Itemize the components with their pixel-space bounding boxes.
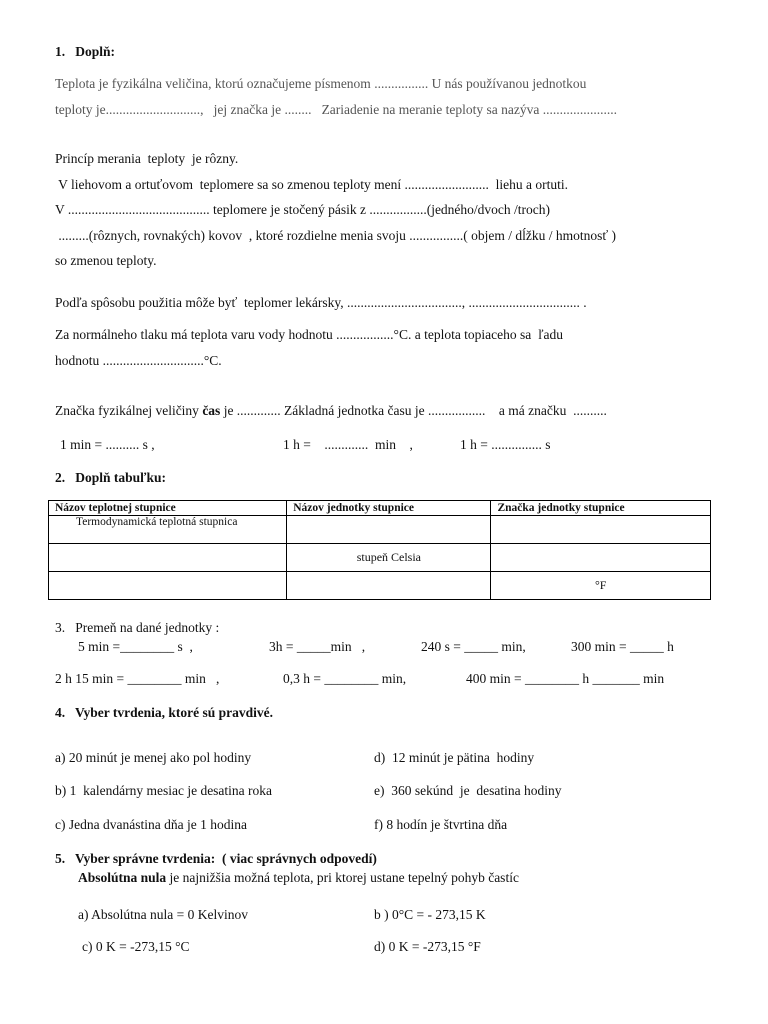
s3-item: 400 min = ________ h _______ min <box>466 671 665 686</box>
s3-item: 0,3 h = ________ min, <box>283 671 407 686</box>
s1-usage: Podľa spôsobu použitia môže byť teplomer lekársky, .................................., ................................. . <box>55 295 587 310</box>
table-cell[interactable] <box>49 572 287 600</box>
s5-option-a: a) Absolútna nula = 0 Kelvinov <box>78 907 248 922</box>
table-row <box>49 572 711 600</box>
table-cell: °F <box>491 572 711 600</box>
s4-option-e: e) 360 sekúnd je desatina hodiny <box>374 783 562 798</box>
s1-line2: teploty je............................, jej značka je ........ Zariadenie na meranie teploty sa nazýva ...................... <box>55 102 617 117</box>
table-cell: Termodynamická teplotná stupnica <box>49 516 287 544</box>
s1-min-sec: 1 min = .......... s , <box>60 437 155 452</box>
s1-metals: .........(rôznych, rovnakých) kovov , ktoré rozdielne menia svoju ................( objem / dĺžku / hmotnosť ) <box>55 228 617 243</box>
table-header-row <box>49 501 711 516</box>
section3-title: 3. Premeň na dané jednotky : <box>55 620 220 635</box>
s1-hour-sec: 1 h = ............... s <box>460 437 551 452</box>
temperature-scale-table <box>48 500 711 600</box>
s4-option-f: f) 8 hodín je štvrtina dňa <box>374 817 508 832</box>
s1-liquid-thermometer: V liehovom a ortuťovom teplomere sa so zmenou teploty mení ......................... liehu a ortuti. <box>55 177 568 192</box>
s1-time-symbol: Značka fyzikálnej veličiny čas je ............. Základná jednotka času je ................. a má značku .......... <box>55 403 607 418</box>
table-header: Názov teplotnej stupnice <box>49 501 287 516</box>
s3-item: 3h = _____min , <box>269 639 366 654</box>
s5-definition: Absolútna nula je najnižšia možná teplota, pri ktorej ustane tepelný pohyb častíc <box>78 870 519 885</box>
table-row <box>49 544 711 572</box>
s1-line1: Teplota je fyzikálna veličina, ktorú označujeme písmenom ................ U nás používanou jednotkou <box>55 76 587 91</box>
section5-title: 5. Vyber správne tvrdenia: ( viac správnych odpovedí) <box>55 851 377 866</box>
s1-boiling: Za normálneho tlaku má teplota varu vody hodnotu .................°C. a teplota topiaceho sa ľadu <box>55 327 564 342</box>
table-cell[interactable] <box>491 544 711 572</box>
table-header: Značka jednotky stupnice <box>491 501 711 516</box>
s5-option-b: b ) 0°C = - 273,15 K <box>374 907 486 922</box>
s1-ice: hodnotu ..............................°C. <box>55 353 222 368</box>
table-cell: stupeň Celsia <box>287 544 491 572</box>
s1-change: so zmenou teploty. <box>55 253 157 268</box>
s1-bimetal: V .......................................... teplomere je stočený pásik z .................(jedného/dvoch /troch) <box>55 202 551 217</box>
table-header: Názov jednotky stupnice <box>287 501 491 516</box>
section1-title: 1. Doplň: <box>55 44 116 59</box>
s5-option-c: c) 0 K = -273,15 °C <box>82 939 190 954</box>
table-cell[interactable] <box>287 516 491 544</box>
s4-option-b: b) 1 kalendárny mesiac je desatina roka <box>55 783 273 798</box>
table-cell[interactable] <box>49 544 287 572</box>
section4-title: 4. Vyber tvrdenia, ktoré sú pravdivé. <box>55 705 274 720</box>
s4-option-d: d) 12 minút je pätina hodiny <box>374 750 535 765</box>
table-row <box>49 516 711 544</box>
table-cell[interactable] <box>491 516 711 544</box>
s5-option-d: d) 0 K = -273,15 °F <box>374 939 481 954</box>
s4-option-c: c) Jedna dvanástina dňa je 1 hodina <box>55 817 247 832</box>
table-cell[interactable] <box>287 572 491 600</box>
s3-item: 300 min = _____ h <box>571 639 674 654</box>
s3-item: 240 s = _____ min, <box>421 639 526 654</box>
s4-option-a: a) 20 minút je menej ako pol hodiny <box>55 750 252 765</box>
s1-principle: Princíp merania teploty je rôzny. <box>55 151 239 166</box>
s3-item: 2 h 15 min = ________ min , <box>55 671 220 686</box>
s3-item: 5 min =________ s , <box>78 639 193 654</box>
s1-hour-min: 1 h = ............. min , <box>283 437 413 452</box>
section2-title: 2. Doplň tabuľku: <box>55 470 166 485</box>
